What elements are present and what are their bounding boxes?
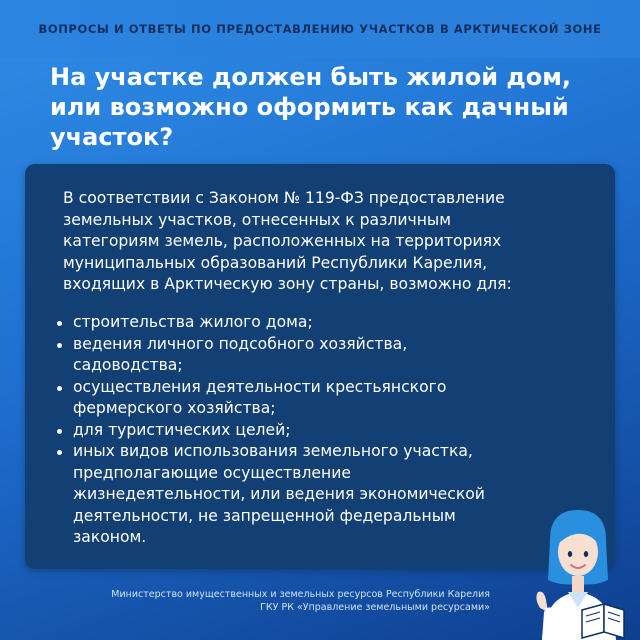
footer-credits [20, 588, 490, 614]
intro-line: категориям земель, расположенных на территориях [63, 232, 502, 250]
list-item: осуществления деятельности крестьянского фермерского хозяйства; [55, 377, 555, 420]
list-item: иных видов использования земельного участка, предполагающие осуществление жизнедеятельности, или ведения экономической деятельности, не запрещенной федеральным законом. [55, 441, 555, 549]
question-title [50, 62, 610, 152]
bullet-icon [57, 429, 62, 434]
answer-intro [63, 188, 603, 296]
list-item: для туристических целей; [55, 420, 555, 442]
bullet-icon [57, 450, 62, 455]
answer-list [55, 312, 555, 549]
footer-line: Министерство имущественных и земельных ресурсов Республики Карелия [111, 589, 490, 600]
page-header: ВОПРОСЫ И ОТВЕТЫ ПО ПРЕДОСТАВЛЕНИЮ УЧАСТКОВ В АРКТИЧЕСКОЙ ЗОНЕ [38, 22, 602, 36]
question-title-line: или возможно оформить как дачный [50, 93, 569, 121]
woman-with-book-icon [520, 500, 630, 640]
list-item: ведения личного подсобного хозяйства, садоводства; [55, 334, 555, 377]
intro-line: входящих в Арктическую зону страны, возможно для: [63, 275, 512, 293]
list-item: строительства жилого дома; [55, 312, 555, 334]
intro-line: В соответствии с Законом № 119-ФЗ предоставление [63, 189, 505, 207]
bullet-icon [57, 321, 62, 326]
bullet-icon [57, 386, 62, 391]
bullet-icon [57, 343, 62, 348]
intro-line: земельных участков, отнесенных к различным [63, 210, 451, 229]
question-title-line: На участке должен быть жилой дом, [50, 63, 572, 91]
question-title-line: участок? [50, 123, 174, 151]
intro-line: муниципальных образований Республики Карелия, [63, 253, 488, 272]
footer-line: ГКУ РК «Управление земельными ресурсами» [260, 602, 490, 613]
